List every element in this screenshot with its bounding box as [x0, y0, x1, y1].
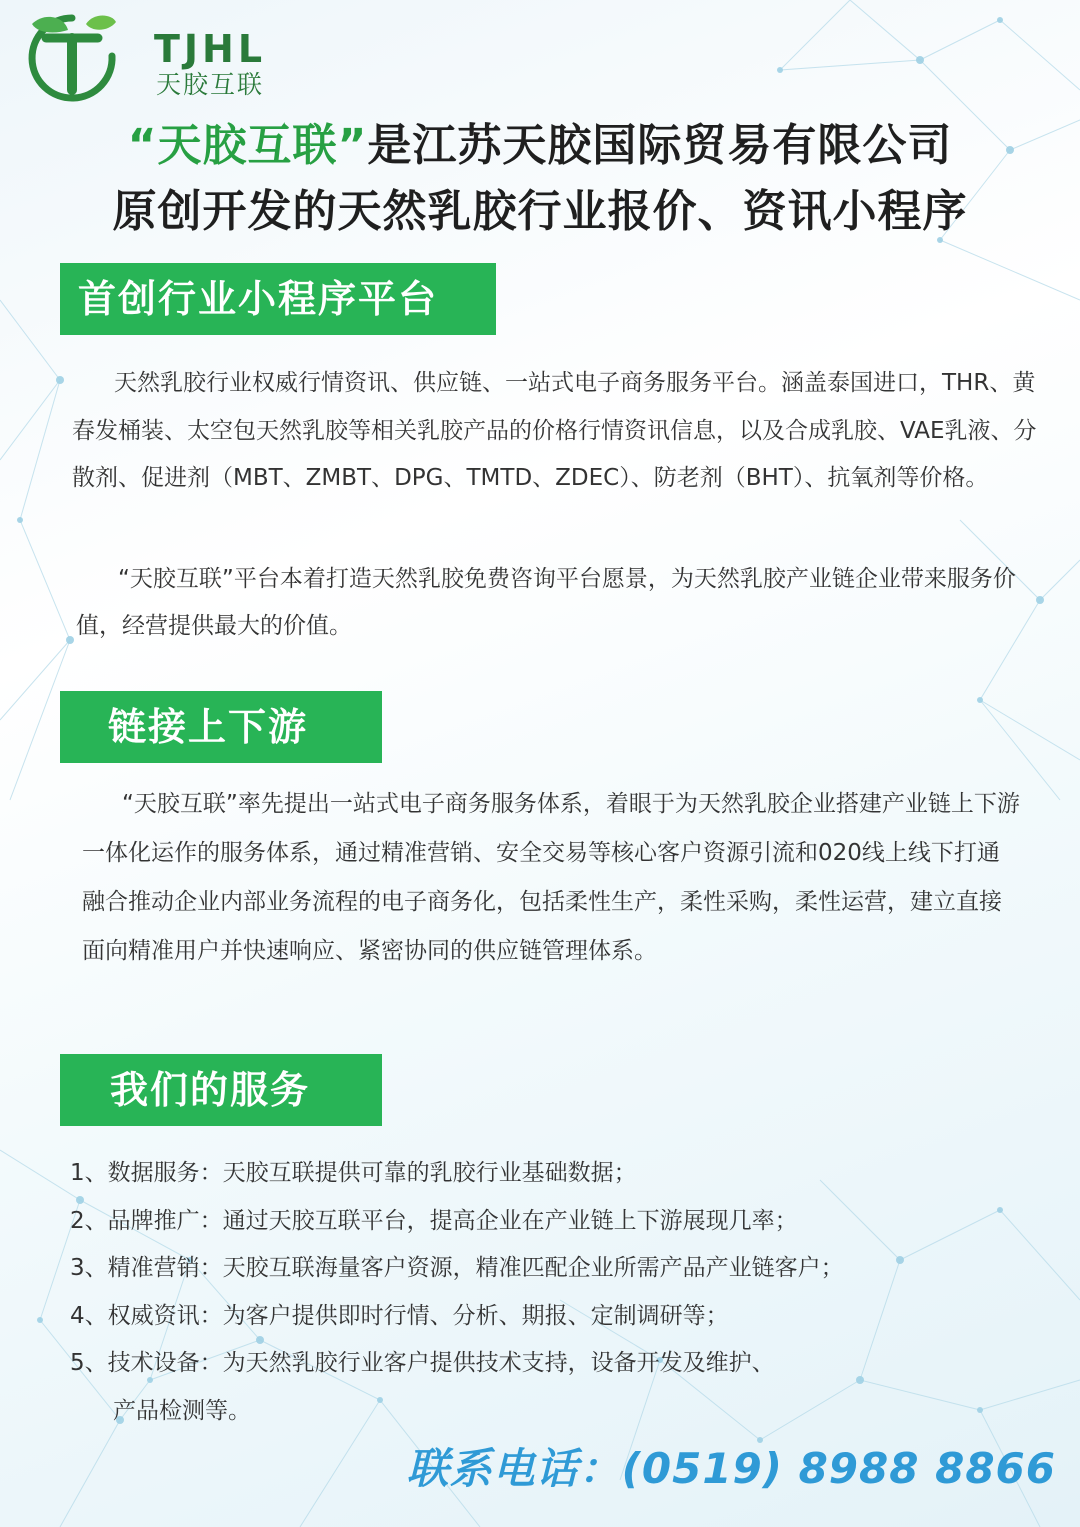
services-list — [70, 1150, 1030, 1435]
service-item-marketing: 3、精准营销：天胶互联海量客户资源，精准匹配企业所需产品产业链客户； — [70, 1255, 844, 1281]
logo-chinese: 天胶互联 — [156, 70, 265, 99]
platform-paragraph-2: “天胶互联”平台本着打造天然乳胶免费咨询平台愿景，为天然乳胶产业链企业带来服务价值，经营提供最大的价值。 — [76, 566, 1016, 639]
leaf-t-logo-icon — [24, 10, 120, 102]
headline-line-2: 原创开发的天然乳胶行业报价、资讯小程序 — [112, 186, 968, 237]
contact-phone[interactable]: 联系电话：(0519) 8988 8866 — [406, 1444, 1056, 1493]
supply-chain-paragraph: “天胶互联”率先提出一站式电子商务服务体系，着眼于为天然乳胶企业搭建产业链上下游一体化运作的服务体系，通过精准营销、安全交易等核心客户资源引流和020线上线下打通融合推动企业内部业务流程的电子商务化，包括柔性生产，柔性采购，柔性运营，建立直接面向精准用户并快速响应、紧密协同的供应链管理体系。 — [82, 791, 1020, 964]
service-item-data: 1、数据服务：天胶互联提供可靠的乳胶行业基础数据； — [70, 1160, 637, 1186]
service-item-brand: 2、品牌推广：通过天胶互联平台，提高企业在产业链上下游展现几率； — [70, 1207, 798, 1234]
section-tag-services: 我们的服务 — [60, 1054, 382, 1126]
headline-line-1 — [0, 120, 1080, 171]
service-item-tech — [70, 1340, 1030, 1435]
section-tag-platform: 首创行业小程序平台 — [60, 263, 496, 335]
company-logo — [24, 10, 274, 102]
headline-line-1-rest: 是江苏天胶国际贸易有限公司 — [367, 120, 953, 171]
service-item-tech-line-2: 产品检测等。 — [113, 1397, 251, 1424]
service-item-news: 4、权威资讯：为客户提供即时行情、分析、期报、定制调研等； — [70, 1302, 729, 1329]
service-item-tech-line-1: 5、技术设备：为天然乳胶行业客户提供技术支持，设备开发及维护、 — [70, 1350, 775, 1376]
platform-paragraph-1: 天然乳胶行业权威行情资讯、供应链、一站式电子商务服务平台。涵盖泰国进口，THR、黄春发桶装、太空包天然乳胶等相关乳胶产品的价格行情资讯信息，以及合成乳胶、VAE乳液、分散剂、促进剂（MBT、ZMBT、DPG、TMTD、ZDEC）、防老剂（BHT）、抗氧剂等价格。 — [72, 370, 1037, 491]
section-tag-supply-chain: 链接上下游 — [60, 691, 382, 763]
headline-brand-quote: “天胶互联” — [127, 120, 368, 171]
logo-english: TJHL — [154, 27, 267, 71]
